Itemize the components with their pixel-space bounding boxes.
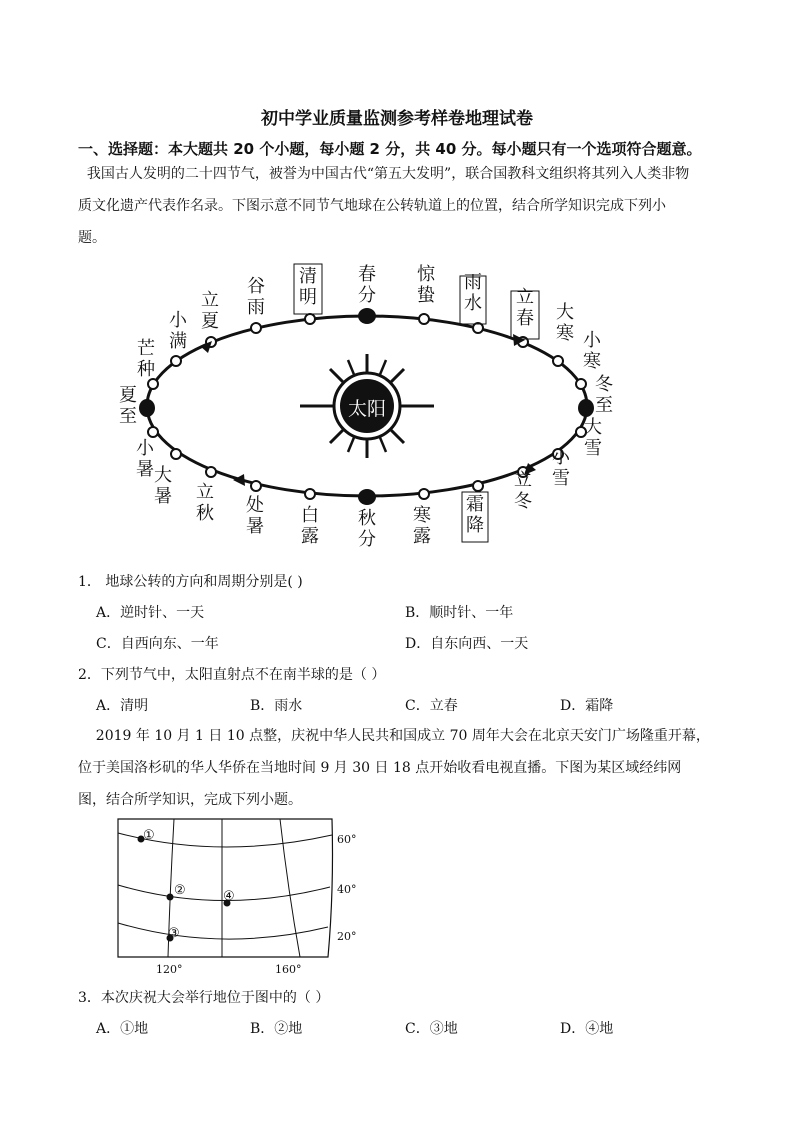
intro1-line-1: 我国古人发明的二十四节气，被誉为中国古代“第五大发明”，联合国教科文组织将其列入人类非物 bbox=[78, 166, 690, 182]
orbit-point-xiaohan bbox=[576, 379, 586, 389]
orbit-point-bailu bbox=[305, 489, 315, 499]
orbit-point-xiazhi bbox=[139, 399, 155, 417]
q2-option-b[interactable]: B．雨水 bbox=[250, 698, 303, 714]
q1-option-d[interactable]: D．自东向西、一天 bbox=[405, 636, 529, 652]
sun-label: 太阳 bbox=[347, 398, 387, 420]
label-hanlu bbox=[413, 505, 431, 547]
label-qingming bbox=[294, 264, 322, 314]
label-bailu bbox=[301, 505, 319, 547]
term-text: 雨水 bbox=[464, 272, 482, 314]
term-text: 清明 bbox=[299, 266, 317, 308]
term-text: 大暑 bbox=[154, 465, 172, 507]
lat-60-label: 60° bbox=[337, 833, 357, 846]
lat-20-label: 20° bbox=[337, 930, 357, 943]
question-1-stem: 1． 地球公转的方向和周期分别是( ) bbox=[78, 574, 303, 590]
lat-40-label: 40° bbox=[337, 883, 357, 896]
term-text: 春分 bbox=[358, 264, 376, 306]
q3-option-d[interactable]: D．④地 bbox=[560, 1021, 614, 1037]
label-shuangjiang bbox=[462, 492, 488, 542]
orbit-point-mangzhong bbox=[148, 379, 158, 389]
term-text: 芒种 bbox=[137, 338, 155, 380]
point-2-label: ② bbox=[174, 883, 186, 898]
term-text: 小雪 bbox=[552, 447, 570, 489]
term-text: 立春 bbox=[516, 287, 534, 329]
point-4-label: ④ bbox=[223, 889, 235, 904]
label-liqiu bbox=[196, 482, 214, 524]
question-3-stem: 3．本次庆祝大会举行地位于图中的（ ） bbox=[78, 990, 330, 1006]
q2-option-c[interactable]: C．立春 bbox=[405, 698, 458, 714]
orbit-point-chunfen bbox=[358, 308, 376, 324]
label-dongzhi bbox=[595, 374, 613, 416]
q3-option-b[interactable]: B．②地 bbox=[250, 1021, 303, 1037]
intro-paragraph-2 bbox=[78, 720, 728, 816]
page-title: 初中学业质量监测参考样卷地理试卷 bbox=[261, 109, 533, 129]
intro2-line-2: 位于美国洛杉矶的华人华侨在当地时间 9 月 30 日 18 点开始收看电视直播。下图为某区域经纬网 bbox=[78, 760, 682, 776]
label-xiaohan bbox=[583, 330, 602, 372]
term-text: 惊蛰 bbox=[417, 264, 435, 306]
term-text: 白露 bbox=[301, 505, 319, 547]
orbit-point-jingzhe bbox=[419, 314, 429, 324]
term-text: 秋分 bbox=[358, 508, 376, 550]
term-text: 霜降 bbox=[466, 494, 484, 536]
question-2-stem: 2．下列节气中，太阳直射点不在南半球的是（ ） bbox=[78, 667, 386, 683]
label-jingzhe bbox=[417, 264, 436, 306]
label-xiaoman bbox=[169, 310, 188, 352]
lon-160-label: 160° bbox=[275, 963, 302, 976]
term-text: 夏至 bbox=[119, 385, 137, 427]
sun-icon bbox=[300, 354, 434, 458]
point-3-label: ③ bbox=[168, 926, 180, 941]
label-xiaoxue bbox=[552, 447, 571, 489]
label-lichun bbox=[511, 287, 539, 339]
point-2-marker bbox=[167, 894, 174, 901]
q2-option-a[interactable]: A．清明 bbox=[96, 698, 149, 714]
term-text: 小寒 bbox=[583, 330, 601, 372]
label-dahan bbox=[556, 302, 574, 344]
term-text: 立秋 bbox=[196, 482, 214, 524]
label-dashu bbox=[154, 465, 172, 507]
label-guyu bbox=[247, 276, 265, 318]
intro2-line-1: 2019 年 10 月 1 日 10 点整，庆祝中华人民共和国成立 70 周年大会在北京天安门广场隆重开幕， bbox=[78, 728, 710, 744]
orbit-point-xiaoman bbox=[171, 356, 181, 366]
q3-option-a[interactable]: A．①地 bbox=[96, 1021, 149, 1037]
term-text: 冬至 bbox=[595, 374, 613, 416]
term-text: 小暑 bbox=[136, 438, 154, 480]
orbit-point-guyu bbox=[251, 323, 261, 333]
label-xiazhi bbox=[119, 385, 137, 427]
intro1-line-2: 质文化遗产代表作名录。下图示意不同节气地球在公转轨道上的位置，结合所学知识完成下列小 bbox=[78, 198, 666, 214]
label-lidong bbox=[514, 470, 532, 512]
term-text: 大雪 bbox=[584, 417, 602, 459]
section-heading: 一、选择题：本大题共 20 个小题，每小题 2 分，共 40 分。每小题只有一个选项符合题意。 bbox=[78, 140, 702, 158]
intro2-line-3: 图，结合所学知识，完成下列小题。 bbox=[78, 792, 302, 808]
latlon-grid-map bbox=[110, 815, 380, 980]
intro-paragraph-1 bbox=[78, 158, 728, 254]
label-lixia bbox=[201, 290, 219, 332]
q1-option-a[interactable]: A．逆时针、一天 bbox=[96, 605, 205, 621]
point-1-label: ① bbox=[143, 828, 155, 843]
term-text: 大寒 bbox=[556, 302, 574, 344]
orbit-point-qiufen bbox=[358, 489, 376, 505]
term-text: 谷雨 bbox=[247, 276, 265, 318]
q1-option-b[interactable]: B．顺时针、一年 bbox=[405, 605, 514, 621]
orbit-point-dashu bbox=[171, 449, 181, 459]
orbit-point-dongzhi bbox=[578, 399, 594, 417]
orbit-point-dahan bbox=[553, 356, 563, 366]
label-chushu bbox=[246, 495, 264, 537]
q2-option-d[interactable]: D．霜降 bbox=[560, 698, 614, 714]
orbit-point-shuangjiang bbox=[473, 481, 483, 491]
orbit-diagram bbox=[110, 258, 630, 558]
term-text: 立冬 bbox=[514, 470, 532, 512]
orbit-point-liqiu bbox=[206, 467, 216, 477]
label-xiaoshu bbox=[136, 438, 155, 480]
lon-120-label: 120° bbox=[156, 963, 183, 976]
term-text: 寒露 bbox=[413, 505, 431, 547]
orbit-point-hanlu bbox=[419, 489, 429, 499]
orbit-point-chushu bbox=[251, 481, 261, 491]
term-text: 处暑 bbox=[246, 495, 264, 537]
term-text: 小满 bbox=[169, 310, 187, 352]
q3-option-c[interactable]: C．③地 bbox=[405, 1021, 458, 1037]
label-daxue bbox=[584, 417, 602, 459]
orbit-point-xiaoshu bbox=[148, 427, 158, 437]
q1-option-c[interactable]: C．自西向东、一年 bbox=[96, 636, 219, 652]
orbit-point-qingming bbox=[305, 314, 315, 324]
label-mangzhong bbox=[137, 338, 155, 380]
label-yushui bbox=[460, 272, 486, 324]
label-chunfen bbox=[358, 264, 376, 306]
term-text: 立夏 bbox=[201, 290, 219, 332]
intro1-line-3: 题。 bbox=[78, 230, 106, 246]
label-qiufen bbox=[358, 508, 376, 550]
